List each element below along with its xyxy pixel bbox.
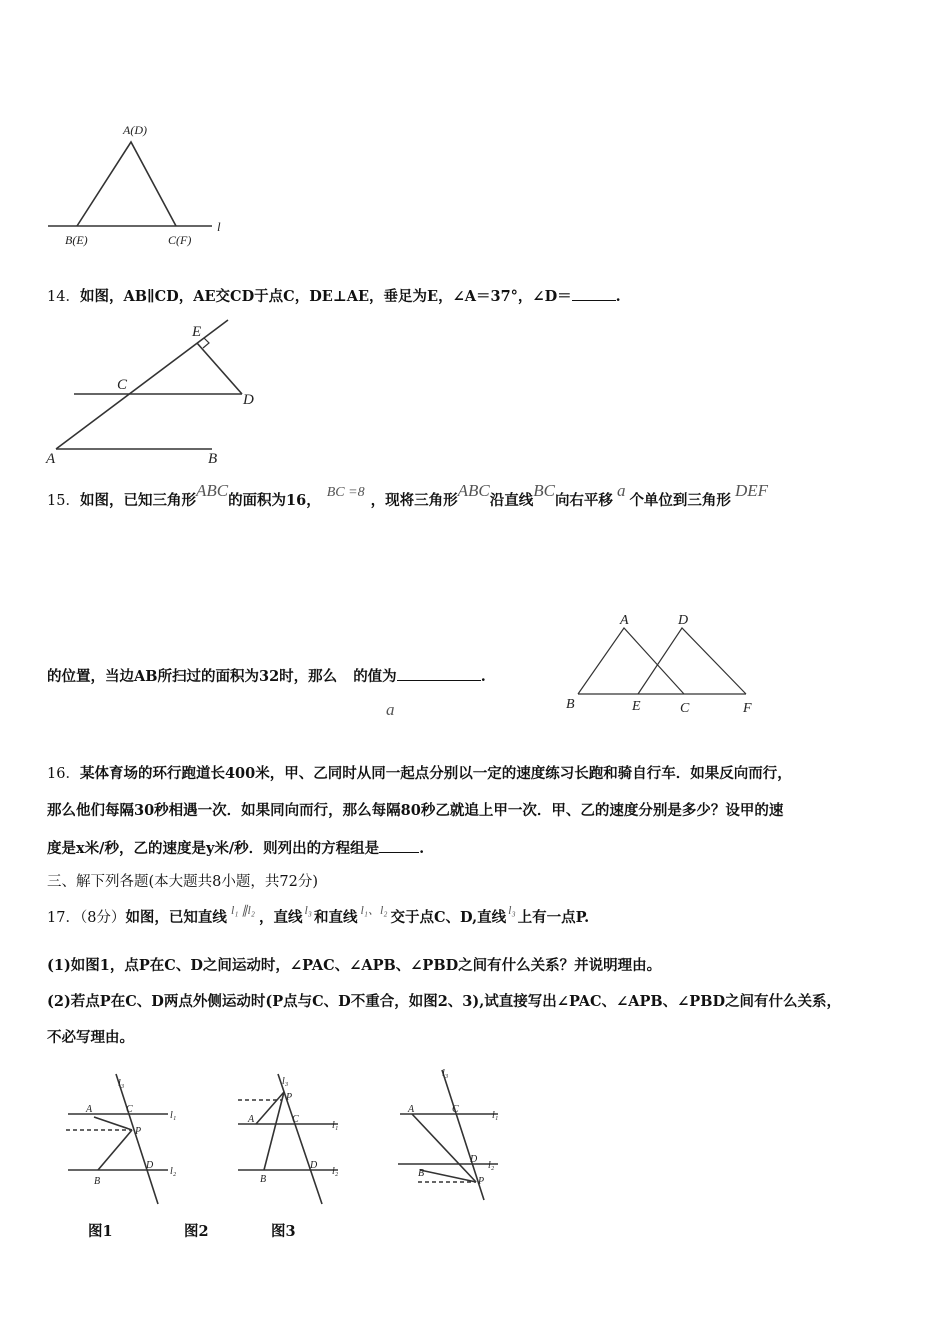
question-16-line1 xyxy=(47,764,792,784)
text-line3: 度是x米/秒，乙的速度是y米/秒．则列出的方程组是 xyxy=(47,840,380,857)
text-1: 如图，已知直线 xyxy=(125,909,227,926)
math-bc8: BC =8 xyxy=(326,485,365,500)
text-3: 和直线 xyxy=(313,909,358,926)
label-d: D xyxy=(310,1160,318,1171)
figure-2 xyxy=(238,1074,339,1204)
figure-15 xyxy=(560,606,770,721)
text-2: ，直线 xyxy=(258,909,303,926)
question-14 xyxy=(47,286,621,307)
text-line2: 那么他们每隔30秒相遇一次．如果同向而行，那么每隔80秒乙就追上甲一次．甲、乙的速度分别是多少？设甲的速 xyxy=(47,802,784,819)
section-3-title: 三、解下列各题(本大题共8小题，共72分) xyxy=(47,874,318,890)
text-5: 向右平移 xyxy=(554,492,613,509)
label-b: B xyxy=(260,1174,267,1185)
figure-1 xyxy=(66,1074,177,1204)
label-p: P xyxy=(478,1176,485,1187)
period: . xyxy=(419,840,425,857)
label-c: C(F) xyxy=(168,233,192,247)
answer-blank[interactable] xyxy=(572,286,616,301)
question-15-line2 xyxy=(47,666,486,687)
label-c: C xyxy=(680,701,690,716)
math-l3: l₃ xyxy=(304,903,312,917)
label-a: A xyxy=(46,451,56,467)
math-a-below: a xyxy=(386,700,395,719)
question-16-line3 xyxy=(47,838,424,859)
label-b: B xyxy=(418,1168,425,1179)
label-e: E xyxy=(632,699,641,714)
math-abc-2: ABC xyxy=(457,481,490,500)
label-p: P xyxy=(286,1092,293,1103)
label-l3: l₃ xyxy=(282,1076,289,1087)
label-l1: l₁ xyxy=(492,1110,499,1121)
question-number: 16． xyxy=(47,766,80,782)
question-16-line2 xyxy=(47,801,783,821)
figures-17 xyxy=(60,1062,520,1212)
score: （8分） xyxy=(79,910,126,926)
label-b: B xyxy=(208,451,218,467)
label-l3: l₃ xyxy=(442,1068,449,1079)
triangle-abc xyxy=(578,628,684,694)
text-2: 的面积为16， xyxy=(228,492,321,509)
question-17 xyxy=(47,903,590,928)
label-c: C xyxy=(452,1104,459,1115)
text-1: 如图，已知三角形 xyxy=(79,492,196,509)
math-l1-parallel-l2: l₁ ∥l₂ xyxy=(230,903,255,917)
question-number: 15． xyxy=(47,493,80,509)
text-line2: 的位置，当边AB所扫过的面积为32时，那么 xyxy=(47,668,338,685)
figure-3 xyxy=(398,1068,498,1200)
math-bc: BC xyxy=(533,481,555,500)
label-l2: l₂ xyxy=(488,1160,495,1171)
answer-blank[interactable] xyxy=(379,838,419,853)
label-b: B xyxy=(94,1176,101,1187)
label-d: D xyxy=(470,1154,478,1165)
question-17-part2-end: 不必写理由。 xyxy=(47,1029,134,1046)
segment-bp xyxy=(98,1130,132,1170)
question-17-part2: (2)若点P在C、D两点外侧运动时(P点与C、D不重合，如图2、3),试直接写出∠PAC、∠APB、∠PBD之间有什么关系， xyxy=(47,993,842,1010)
question-text: 如图，AB∥CD，AE交CD于点C，DE⊥AE，垂足为E，∠A＝37°，∠D＝ xyxy=(79,288,572,305)
math-l3-2: l₃ xyxy=(508,903,516,917)
math-l1-l2: l₁、l₂ xyxy=(360,903,388,917)
figure-14 xyxy=(40,316,280,471)
caption-fig2: 图2 xyxy=(184,1223,209,1240)
label-a: A xyxy=(248,1114,255,1125)
line-ae xyxy=(56,320,228,449)
label-d: D xyxy=(146,1160,154,1171)
label-d: D xyxy=(243,392,254,408)
question-number: 17． xyxy=(47,910,80,926)
label-p: P xyxy=(135,1126,142,1137)
label-l3: l₃ xyxy=(118,1078,125,1089)
text-4: 交于点C、D,直线 xyxy=(390,909,507,926)
label-c: C xyxy=(126,1104,133,1115)
right-angle-mark xyxy=(203,338,209,348)
label-f: F xyxy=(743,701,752,716)
figure-13 xyxy=(40,118,240,253)
period: . xyxy=(480,668,486,685)
answer-blank[interactable] xyxy=(397,666,481,681)
line-l3 xyxy=(116,1074,158,1204)
label-a: A xyxy=(86,1104,93,1115)
text-4: 沿直线 xyxy=(489,492,534,509)
line-de xyxy=(197,343,242,394)
text-3: ，现将三角形 xyxy=(370,492,458,509)
caption-fig1: 图1 xyxy=(88,1223,113,1240)
label-a: A xyxy=(408,1104,415,1115)
segment-bp xyxy=(420,1170,476,1182)
label-b: B(E) xyxy=(65,233,88,247)
label-l1: l₁ xyxy=(332,1120,339,1131)
label-l2: l₂ xyxy=(332,1166,339,1177)
label-e: E xyxy=(192,324,202,340)
label-c: C xyxy=(117,377,128,393)
label-d: D xyxy=(678,613,689,628)
question-number: 14． xyxy=(47,289,80,305)
text-line1: 某体育场的环行跑道长400米，甲、乙同时从同一起点分别以一定的速度练习长跑和骑自行车．如果反向而行， xyxy=(79,765,792,782)
math-def: DEF xyxy=(734,481,768,500)
label-a: A xyxy=(620,613,629,628)
text-6: 个单位到三角形 xyxy=(629,492,731,509)
caption-fig3: 图3 xyxy=(271,1223,296,1240)
label-l2: l₂ xyxy=(170,1166,177,1177)
label-l: l xyxy=(217,219,221,234)
segment-ap xyxy=(94,1117,132,1130)
triangle-abc xyxy=(77,142,176,226)
label-b: B xyxy=(566,697,575,712)
period: . xyxy=(615,288,621,305)
question-15 xyxy=(47,481,768,512)
label-a: A(D) xyxy=(123,123,147,137)
label-c: C xyxy=(292,1114,299,1125)
text-5: 上有一点P. xyxy=(517,909,590,926)
label-l1: l₁ xyxy=(170,1110,177,1121)
question-17-part1: (1)如图1，点P在C、D之间运动时，∠PAC、∠APB、∠PBD之间有什么关系？并说明理由。 xyxy=(47,957,662,974)
math-a: a xyxy=(616,481,626,500)
line-l3 xyxy=(278,1074,322,1204)
text-line2b: 的值为 xyxy=(353,668,397,685)
math-abc: ABC xyxy=(195,481,229,500)
